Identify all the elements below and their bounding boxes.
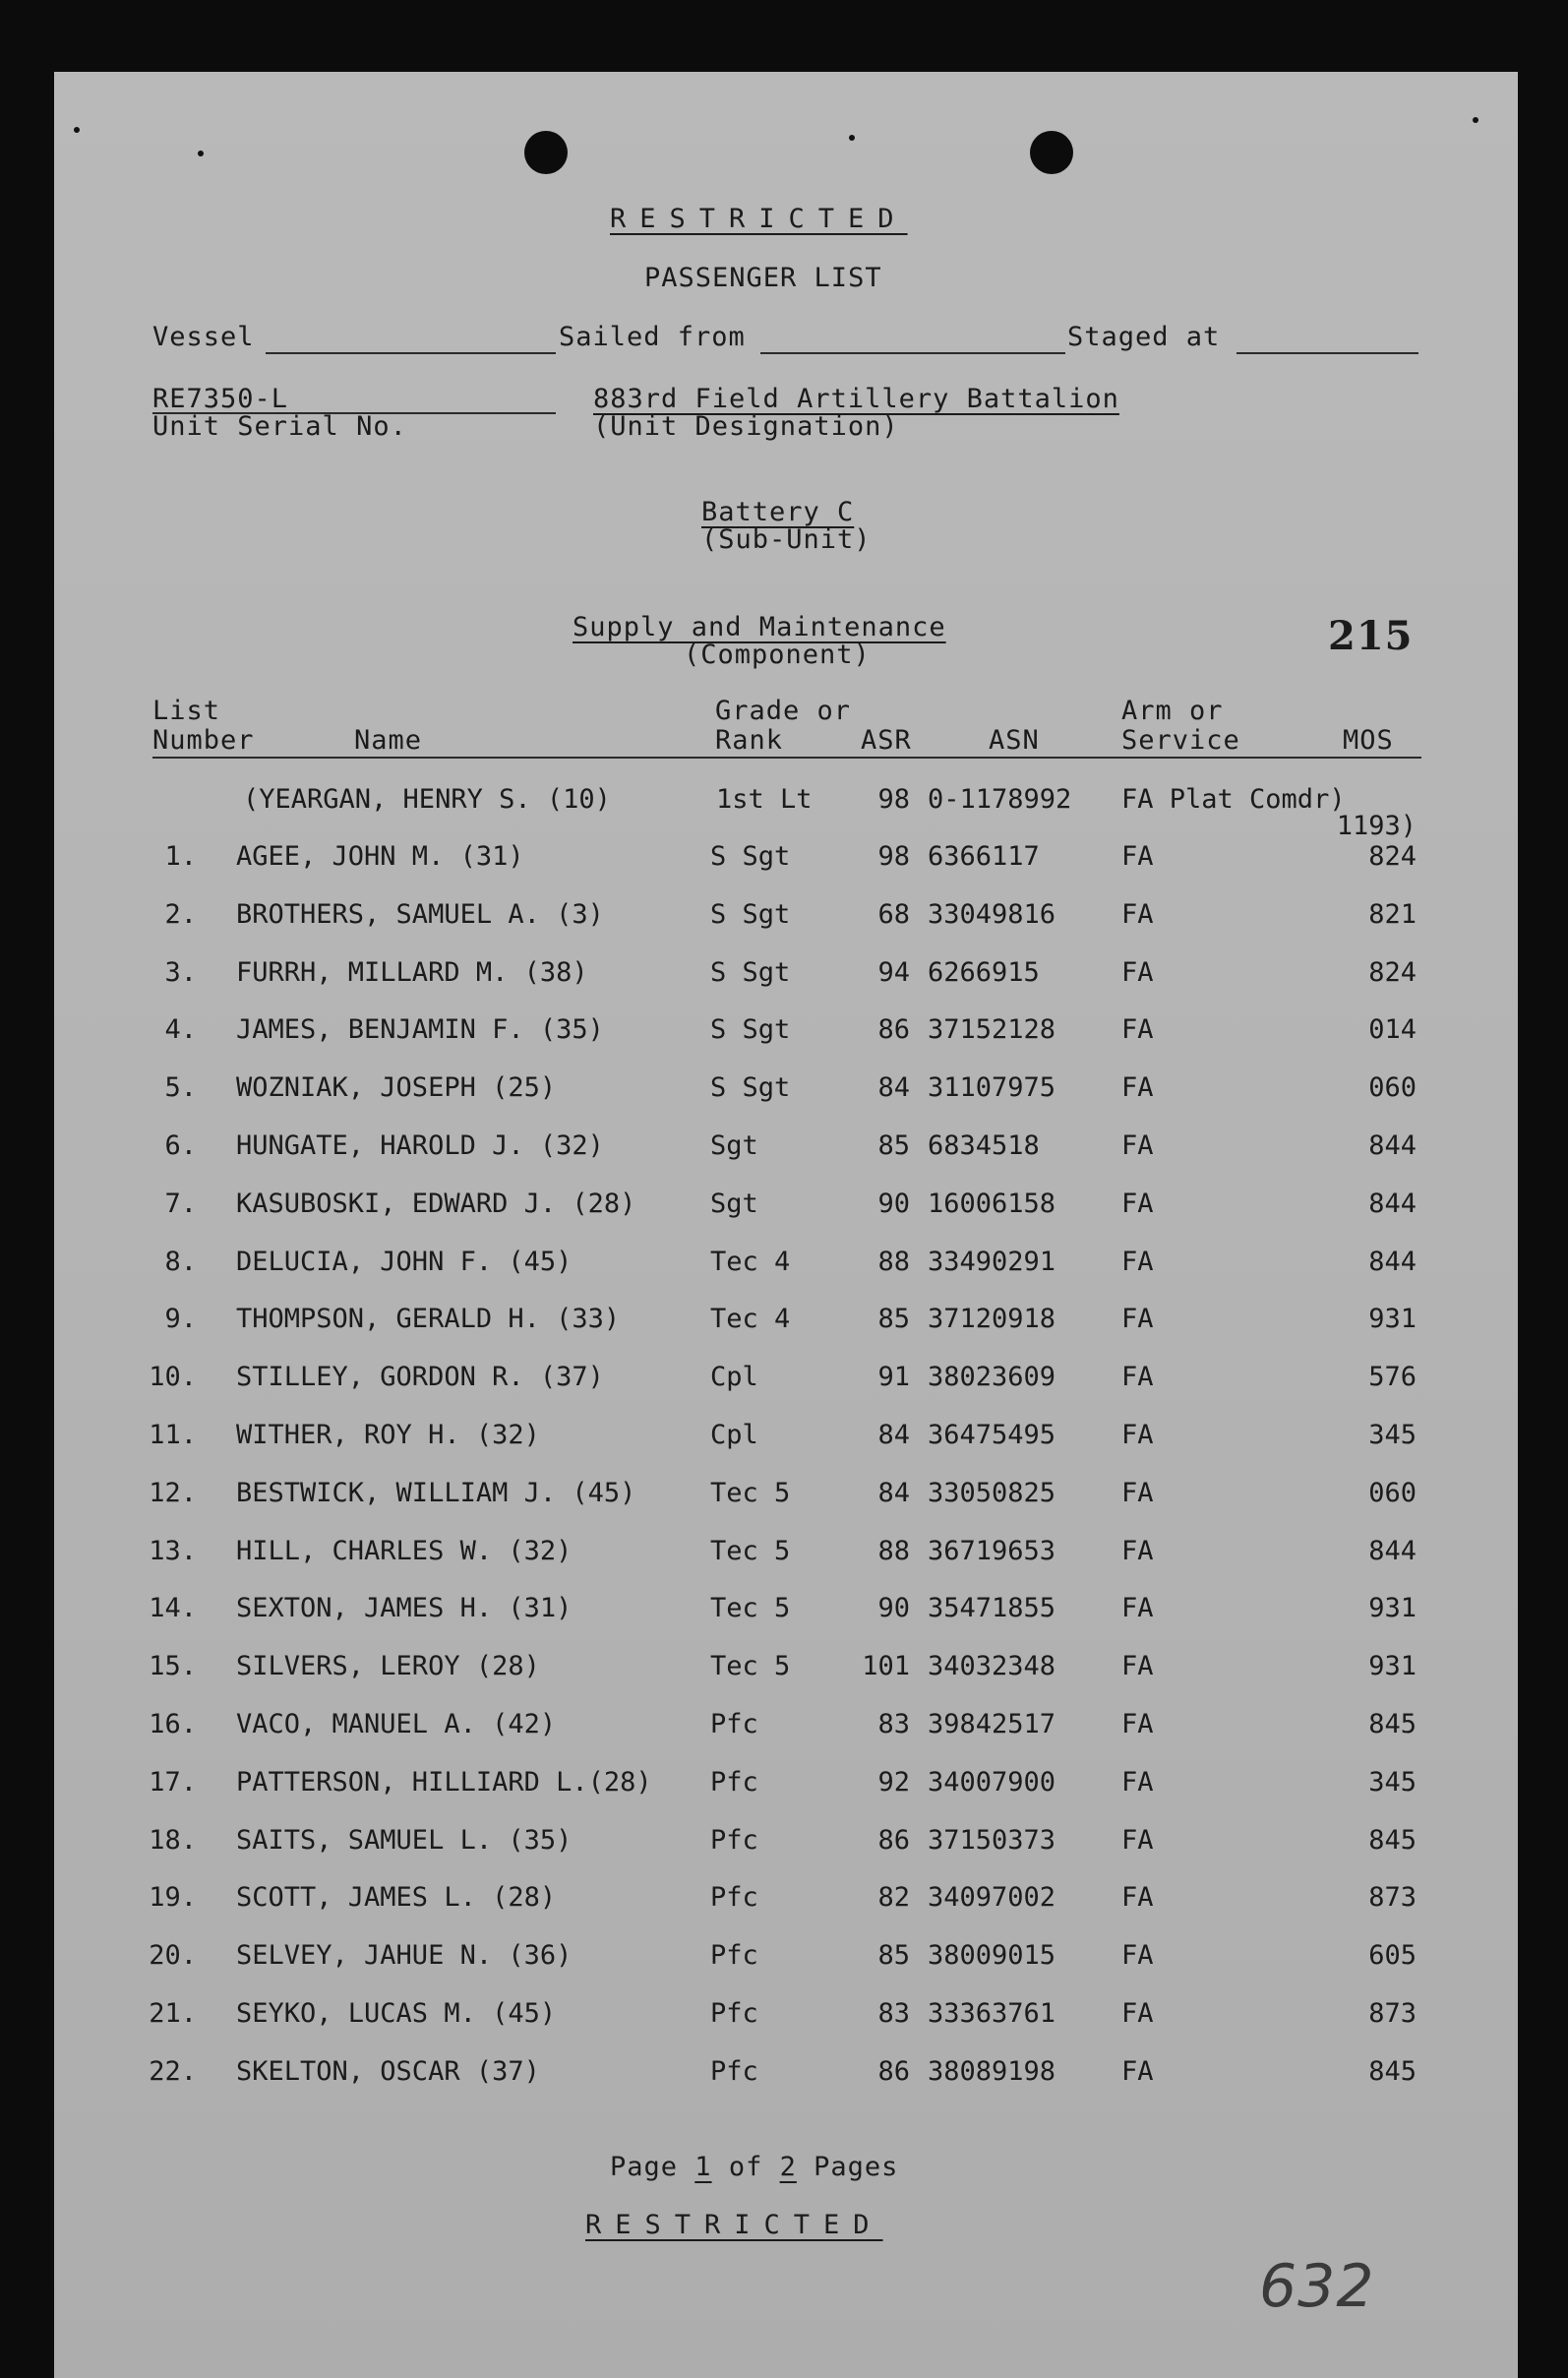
row-number: 7.	[164, 1189, 197, 1219]
speck	[74, 127, 80, 133]
row-asn: 34097002	[928, 1882, 1056, 1913]
row-grade: Pfc	[710, 1998, 758, 2029]
row-arm: FA	[1121, 2056, 1154, 2087]
row-asr: 88	[877, 1536, 910, 1566]
vessel-label: Vessel	[152, 322, 255, 352]
row-asn: 37150373	[928, 1825, 1056, 1856]
row-grade: Tec 4	[710, 1304, 791, 1334]
row-asr: 84	[877, 1072, 910, 1103]
restricted-footer: RESTRICTED	[585, 2210, 883, 2240]
row-asn: 34007900	[928, 1767, 1056, 1798]
row-asn: 36719653	[928, 1536, 1056, 1566]
row-asr: 84	[877, 1478, 910, 1508]
row-number: 21.	[149, 1998, 197, 2029]
row-asn: 6834518	[928, 1130, 1040, 1161]
row-mos: 345	[1368, 1420, 1417, 1450]
row-mos: 931	[1368, 1593, 1417, 1623]
row-name: SKELTON, OSCAR (37)	[236, 2056, 540, 2087]
component-value: Supply and Maintenance	[573, 612, 946, 642]
passenger-list-title: PASSENGER LIST	[644, 263, 882, 293]
row-name: JAMES, BENJAMIN F. (35)	[236, 1014, 604, 1045]
row-asn: 36475495	[928, 1420, 1056, 1450]
row-number: 9.	[164, 1304, 197, 1334]
col-asr: ASR	[861, 725, 912, 756]
row-mos: 014	[1368, 1014, 1417, 1045]
row-grade: Pfc	[710, 2056, 758, 2087]
row-asr: 84	[877, 1420, 910, 1450]
row-asr: 85	[877, 1304, 910, 1334]
staged-at-blank	[1236, 352, 1418, 354]
col-arm-line1: Arm or	[1121, 696, 1224, 726]
row-asn: 33490291	[928, 1247, 1056, 1277]
row-grade: S Sgt	[710, 957, 791, 988]
page-of: of	[728, 2152, 763, 2182]
row-grade: Tec 5	[710, 1593, 791, 1623]
row-asr: 98	[877, 841, 910, 872]
row-arm: FA	[1121, 957, 1154, 988]
row-arm: FA	[1121, 1651, 1154, 1681]
row-arm: FA	[1121, 1420, 1154, 1450]
row-number: 11.	[149, 1420, 197, 1450]
officer-grade: 1st Lt	[716, 784, 813, 815]
col-arm-line2: Service	[1121, 725, 1240, 756]
row-asr: 92	[877, 1767, 910, 1798]
row-asr: 83	[877, 1998, 910, 2029]
row-arm: FA	[1121, 1998, 1154, 2029]
row-arm: FA	[1121, 1536, 1154, 1566]
row-name: BROTHERS, SAMUEL A. (3)	[236, 899, 604, 930]
row-number: 17.	[149, 1767, 197, 1798]
row-name: SCOTT, JAMES L. (28)	[236, 1882, 557, 1913]
row-grade: Cpl	[710, 1420, 758, 1450]
row-mos: 844	[1368, 1536, 1417, 1566]
row-arm: FA	[1121, 1825, 1154, 1856]
row-arm: FA	[1121, 841, 1154, 872]
row-grade: Sgt	[710, 1189, 758, 1219]
sailed-from-label: Sailed from	[559, 322, 746, 352]
sailed-from-blank	[760, 352, 1065, 354]
row-asr: 86	[877, 1825, 910, 1856]
row-grade: Pfc	[710, 1767, 758, 1798]
row-mos: 844	[1368, 1130, 1417, 1161]
row-arm: FA	[1121, 1362, 1154, 1392]
row-grade: Cpl	[710, 1362, 758, 1392]
row-number: 8.	[164, 1247, 197, 1277]
row-grade: Sgt	[710, 1130, 758, 1161]
row-mos: 345	[1368, 1767, 1417, 1798]
row-number: 19.	[149, 1882, 197, 1913]
row-asn: 37152128	[928, 1014, 1056, 1045]
row-number: 10.	[149, 1362, 197, 1392]
row-name: SEXTON, JAMES H. (31)	[236, 1593, 573, 1623]
row-grade: Pfc	[710, 1825, 758, 1856]
unit-serial-label: Unit Serial No.	[152, 411, 407, 442]
row-name: DELUCIA, JOHN F. (45)	[236, 1247, 573, 1277]
row-mos: 824	[1368, 957, 1417, 988]
speck	[198, 151, 204, 156]
row-number: 2.	[164, 899, 197, 930]
row-asn: 34032348	[928, 1651, 1056, 1681]
col-grade-line1: Grade or	[715, 696, 852, 726]
row-mos: 844	[1368, 1247, 1417, 1277]
col-name: Name	[354, 725, 423, 756]
row-number: 12.	[149, 1478, 197, 1508]
row-number: 14.	[149, 1593, 197, 1623]
punch-hole-left	[524, 131, 568, 174]
col-mos: MOS	[1343, 725, 1394, 756]
row-mos: 060	[1368, 1478, 1417, 1508]
row-asn: 38089198	[928, 2056, 1056, 2087]
row-mos: 576	[1368, 1362, 1417, 1392]
row-grade: Tec 5	[710, 1536, 791, 1566]
row-asn: 35471855	[928, 1593, 1056, 1623]
row-grade: Pfc	[710, 1882, 758, 1913]
sub-unit-value: Battery C	[701, 497, 855, 527]
officer-asn: 0-1178992	[928, 784, 1072, 815]
row-grade: Pfc	[710, 1940, 758, 1971]
row-arm: FA	[1121, 1767, 1154, 1798]
row-mos: 844	[1368, 1189, 1417, 1219]
header-underline	[152, 757, 1421, 759]
row-number: 18.	[149, 1825, 197, 1856]
sub-unit-label: (Sub-Unit)	[701, 524, 872, 555]
row-arm: FA	[1121, 1882, 1154, 1913]
row-asr: 94	[877, 957, 910, 988]
row-asn: 6366117	[928, 841, 1040, 872]
row-grade: S Sgt	[710, 1072, 791, 1103]
unit-designation-label: (Unit Designation)	[593, 411, 899, 442]
row-asr: 82	[877, 1882, 910, 1913]
row-asn: 33363761	[928, 1998, 1056, 2029]
col-list-number-line1: List	[152, 696, 221, 726]
page-prefix: Page	[610, 2152, 679, 2182]
page-current: 1	[694, 2152, 712, 2182]
document-sheet	[54, 72, 1518, 2378]
row-asn: 38023609	[928, 1362, 1056, 1392]
row-number: 20.	[149, 1940, 197, 1971]
vessel-blank	[266, 352, 556, 354]
row-name: SILVERS, LEROY (28)	[236, 1651, 540, 1681]
row-grade: S Sgt	[710, 899, 791, 930]
row-name: FURRH, MILLARD M. (38)	[236, 957, 588, 988]
row-arm: FA	[1121, 1130, 1154, 1161]
row-asr: 90	[877, 1593, 910, 1623]
row-mos: 845	[1368, 1709, 1417, 1739]
row-asn: 39842517	[928, 1709, 1056, 1739]
row-arm: FA	[1121, 1247, 1154, 1277]
row-asr: 83	[877, 1709, 910, 1739]
staged-at-label: Staged at	[1067, 322, 1221, 352]
row-mos: 931	[1368, 1304, 1417, 1334]
row-asr: 90	[877, 1189, 910, 1219]
row-grade: S Sgt	[710, 841, 791, 872]
row-arm: FA	[1121, 1304, 1154, 1334]
col-grade-line2: Rank	[715, 725, 784, 756]
row-name: WITHER, ROY H. (32)	[236, 1420, 540, 1450]
row-number: 15.	[149, 1651, 197, 1681]
punch-hole-right	[1030, 131, 1073, 174]
row-asn: 37120918	[928, 1304, 1056, 1334]
row-grade: Tec 5	[710, 1478, 791, 1508]
row-number: 22.	[149, 2056, 197, 2087]
row-arm: FA	[1121, 899, 1154, 930]
speck	[1473, 117, 1478, 123]
row-number: 13.	[149, 1536, 197, 1566]
row-grade: Pfc	[710, 1709, 758, 1739]
row-name: SAITS, SAMUEL L. (35)	[236, 1825, 573, 1856]
page-stamp-number: 215	[1328, 613, 1414, 659]
row-asr: 86	[877, 1014, 910, 1045]
officer-mos: 1193)	[1336, 811, 1417, 841]
row-number: 16.	[149, 1709, 197, 1739]
component-label: (Component)	[684, 640, 871, 670]
row-number: 4.	[164, 1014, 197, 1045]
row-mos: 845	[1368, 2056, 1417, 2087]
officer-name: (YEARGAN, HENRY S. (10)	[243, 784, 611, 815]
row-arm: FA	[1121, 1940, 1154, 1971]
row-grade: Tec 4	[710, 1247, 791, 1277]
row-mos: 824	[1368, 841, 1417, 872]
row-name: SELVEY, JAHUE N. (36)	[236, 1940, 573, 1971]
row-number: 3.	[164, 957, 197, 988]
row-arm: FA	[1121, 1593, 1154, 1623]
page-suffix: Pages	[814, 2152, 899, 2182]
row-arm: FA	[1121, 1189, 1154, 1219]
row-asn: 33050825	[928, 1478, 1056, 1508]
row-name: BESTWICK, WILLIAM J. (45)	[236, 1478, 636, 1508]
unit-serial-value: RE7350-L	[152, 384, 289, 414]
row-grade: Tec 5	[710, 1651, 791, 1681]
row-asr: 85	[877, 1130, 910, 1161]
row-asn: 38009015	[928, 1940, 1056, 1971]
row-number: 6.	[164, 1130, 197, 1161]
row-asn: 6266915	[928, 957, 1040, 988]
col-asn: ASN	[989, 725, 1040, 756]
row-name: HILL, CHARLES W. (32)	[236, 1536, 573, 1566]
page-total: 2	[779, 2152, 797, 2182]
row-arm: FA	[1121, 1072, 1154, 1103]
officer-asr: 98	[877, 784, 910, 815]
row-name: AGEE, JOHN M. (31)	[236, 841, 524, 872]
row-asn: 33049816	[928, 899, 1056, 930]
row-name: THOMPSON, GERALD H. (33)	[236, 1304, 621, 1334]
row-mos: 873	[1368, 1882, 1417, 1913]
row-name: KASUBOSKI, EDWARD J. (28)	[236, 1189, 636, 1219]
speck	[849, 135, 855, 141]
row-name: PATTERSON, HILLIARD L.(28)	[236, 1767, 652, 1798]
row-arm: FA	[1121, 1478, 1154, 1508]
row-asr: 88	[877, 1247, 910, 1277]
officer-arm: FA Plat Comdr)	[1121, 784, 1346, 815]
row-mos: 605	[1368, 1940, 1417, 1971]
row-asr: 85	[877, 1940, 910, 1971]
row-asr: 86	[877, 2056, 910, 2087]
col-list-number-line2: Number	[152, 725, 255, 756]
row-mos: 821	[1368, 899, 1417, 930]
row-mos: 060	[1368, 1072, 1417, 1103]
row-asr: 101	[862, 1651, 910, 1681]
row-arm: FA	[1121, 1709, 1154, 1739]
restricted-header: RESTRICTED	[610, 204, 908, 234]
row-name: WOZNIAK, JOSEPH (25)	[236, 1072, 557, 1103]
row-mos: 873	[1368, 1998, 1417, 2029]
row-asn: 16006158	[928, 1189, 1056, 1219]
row-grade: S Sgt	[710, 1014, 791, 1045]
unit-designation-value: 883rd Field Artillery Battalion	[593, 384, 1119, 414]
row-mos: 845	[1368, 1825, 1417, 1856]
row-asn: 31107975	[928, 1072, 1056, 1103]
row-number: 5.	[164, 1072, 197, 1103]
row-asr: 68	[877, 899, 910, 930]
row-name: VACO, MANUEL A. (42)	[236, 1709, 557, 1739]
row-mos: 931	[1368, 1651, 1417, 1681]
row-number: 1.	[164, 841, 197, 872]
row-name: STILLEY, GORDON R. (37)	[236, 1362, 604, 1392]
row-arm: FA	[1121, 1014, 1154, 1045]
page-indicator	[610, 2153, 898, 2182]
row-asr: 91	[877, 1362, 910, 1392]
handwritten-number: 632	[1259, 2252, 1375, 2321]
row-name: SEYKO, LUCAS M. (45)	[236, 1998, 557, 2029]
row-name: HUNGATE, HAROLD J. (32)	[236, 1130, 604, 1161]
